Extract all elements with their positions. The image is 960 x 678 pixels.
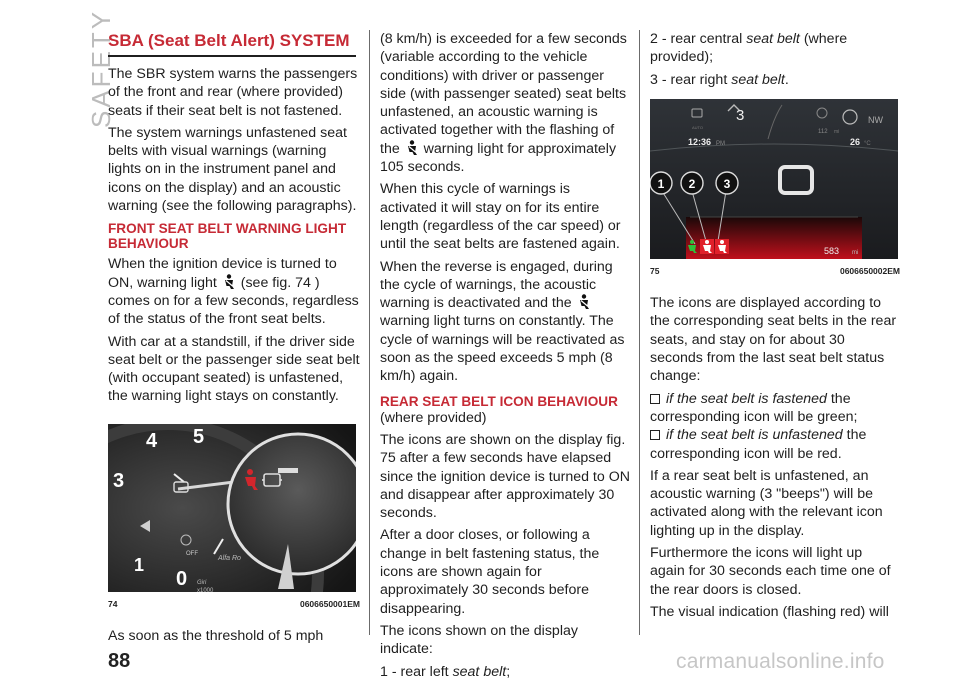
display-fuel-unit: mi [834,128,840,135]
col2-paragraph-1a: (8 km/h) is exceeded for a few seconds (variable according to the vehicle conditions) with driver or passenger side (with passenger seated) seat belts unfastened, an acoustic warning is activated together with the flashing of the [380,31,627,157]
col3-paragraph-3: The icons are displayed according to the corresponding seat belts in the rear seats, and stay on for about 30 seconds from the last seat belt status change: [650,295,897,385]
col3-list-item-3c: . [784,71,789,88]
figure-74-code: 0606650001EM [299,598,360,609]
col2-paragraph-4: The icons are shown on the display fig. 75 after a few seconds have elapsed since the ignition device is turned to ON and disappear after approximately 30 seconds. [380,431,630,522]
checkbox-bullet-icon [650,394,660,404]
col2-paragraph-5: After a door closes, or following a change in belt fastening status, the icons are shown again for approximately 30 seconds before disappearing. [380,527,600,617]
col3-bullet-2-term: if the seat belt is unfastened [666,427,843,444]
display-gear: 3 [736,106,745,124]
gauge-brand-label: Alfa Ro [218,554,241,562]
col2-list-item-1-term: seat belt [452,663,507,678]
figure-74-caption [108,595,360,613]
col1-paragraph-4: With car at a standstill, if the driver side seat belt or the passenger side seat belt (with occupant seated) is unfastened, the warning light stays on constantly. [108,333,360,405]
col2-paragraph-1b: warning light for approximately 105 seconds. [380,140,617,176]
col1-paragraph-3 [108,255,360,328]
col2-paragraph-6: The icons shown on the display indicate: [380,622,578,658]
col2-paragraph-2: When this cycle of warnings is activated it will stay on for its entire length (regardless of the car speed) or until the seat belts are fastened again. [380,181,621,253]
gauge-number-4: 4 [146,429,158,452]
gauge-number-5: 5 [193,425,205,448]
col2-paragraph-3a: When the reverse is engaged, during the cycle of warnings, the acoustic warning is deactivated and the [380,258,613,312]
col3-bullet-1-text: the corresponding icon will be green; [650,390,858,425]
figure-75-display [650,99,898,259]
display-auto-label: AUTO [692,124,704,130]
column-3 [650,30,900,625]
display-callout-2: 2 [688,176,696,191]
col3-bullet-2-text: the corresponding icon will be red. [650,427,867,462]
figure-74-instrument-panel [108,424,356,592]
display-time: 12:36 [688,136,712,147]
figure-75-number: 75 [650,265,660,276]
col3-bullet-1 [650,390,900,427]
display-range-unit: mi [852,249,859,256]
col2-paragraph-3b: warning light turns on constantly. The cycle of warnings will be reactivated as soon as the speed exceeds 5 mph (8 km/h) again. [380,313,625,385]
display-callout-1: 1 [657,176,665,191]
col3-list-item-2-term: seat belt [746,31,800,47]
watermark: carmanualsonline.info [676,650,885,673]
col2-paragraph-1 [380,30,630,176]
gauge-giri-label: Giri [197,579,207,586]
display-callout-3: 3 [723,176,731,191]
col3-list-item-2a: 2 - rear central [650,31,743,47]
figure-75-caption [650,262,900,280]
col3-list-item-3 [650,71,900,89]
figure-75-code: 0606650002EM [839,265,900,276]
col2-list-item-1-end: ; [506,663,511,678]
col3-paragraph-5: Furthermore the icons will light up again for 30 seconds each time one of the rear doors is closed. [650,545,891,598]
col1-paragraph-1: The SBR system warns the passengers of the front and rear (where provided) seats if their seat belt is not fastened. [108,66,358,119]
seat-belt-warning-icon [223,274,235,290]
column-1 [108,30,360,649]
col1-paragraph-2: The system warnings unfastened seat belts with visual warnings (warning lights on in the instrument panel and icons on the display) and an acoustic warning (see the following paragraphs). [108,124,357,215]
display-heading: NW [868,114,883,125]
gauge-off-label: OFF [186,550,198,557]
section-side-tab-label: SAFETY [86,8,116,128]
col3-paragraph-4: If a rear seat belt is unfastened, an acoustic warning (3 "beeps") will be activated along with the relevant icon lighting up in the display. [650,467,883,539]
column-divider-2 [639,30,640,635]
col1-paragraph-5: As soon as the threshold of 5 mph [108,628,324,645]
page-number: 88 [108,650,131,672]
gauge-x1000-label: x1000 [197,587,214,592]
figure-74-number: 74 [108,598,118,609]
display-temperature-unit: °C [864,140,871,147]
display-fuel-range: 112 [818,128,828,135]
column-2 [380,30,630,678]
display-temperature: 26 [850,136,861,147]
col2-paragraph-7 [380,663,630,678]
column-divider-1 [369,30,370,635]
col2-paragraph-3 [380,258,630,386]
col2-list-item-1: 1 - rear left [380,663,449,678]
col3-bullet-2 [650,426,900,463]
col3-list-item-3a: 3 - rear right [650,71,728,88]
section-side-tab [52,8,116,130]
display-range: 583 [824,245,840,256]
col3-paragraph-6: The visual indication (flashing red) will [650,603,889,620]
front-belt-subheading: FRONT SEAT BELT WARNING LIGHT BEHAVIOUR [108,221,347,252]
col3-list-item-2c: (where provided); [650,31,848,66]
rear-belt-subnote: (where provided) [380,409,487,426]
rear-belt-subheading: REAR SEAT BELT ICON BEHAVIOUR [380,393,618,409]
gauge-number-1: 1 [134,554,145,575]
col1-paragraph-3b: (see fig. 74 ) comes on for a few seconds, regardless of the status of the front seat belts. [108,274,359,328]
gauge-number-0: 0 [176,567,188,590]
gauge-number-3: 3 [113,469,125,492]
col3-bullet-1-term: if the seat belt is fastened [666,390,827,407]
display-time-pm: PM [716,140,725,147]
col3-list-item-3-term: seat belt [731,71,785,88]
checkbox-bullet-icon [650,430,660,440]
seat-belt-warning-icon [406,140,418,156]
col1-paragraph-3a: When the ignition device is turned to ON, warning light [108,256,337,291]
section-title: SBA (Seat Belt Alert) SYSTEM [108,30,356,57]
seat-belt-warning-icon [578,294,590,310]
col3-list-item-2 [650,30,900,67]
